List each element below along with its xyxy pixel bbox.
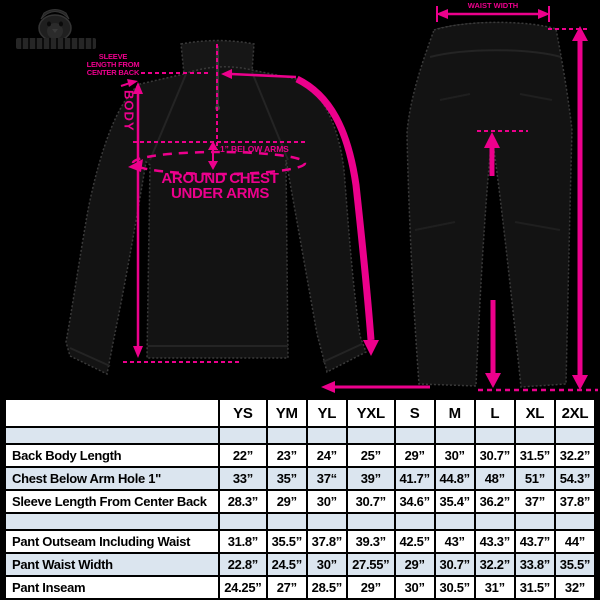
measurement-value: 39” bbox=[347, 467, 395, 490]
around-chest-line1: AROUND CHEST bbox=[161, 170, 279, 187]
spacer-cell bbox=[555, 513, 595, 530]
spacer-cell bbox=[5, 513, 219, 530]
measurement-value: 31.8” bbox=[219, 530, 267, 553]
measurement-value: 32” bbox=[555, 576, 595, 599]
measurement-value: 35.5” bbox=[267, 530, 307, 553]
measurement-value: 24” bbox=[307, 444, 347, 467]
spacer-cell bbox=[395, 427, 435, 444]
sleeve-note-label bbox=[84, 53, 142, 77]
size-header-yl: YL bbox=[307, 399, 347, 427]
spacer-cell bbox=[555, 427, 595, 444]
sleeve-note-line2: LENGTH FROM bbox=[86, 59, 140, 69]
measurement-value: 35” bbox=[267, 467, 307, 490]
measurement-value: 37” bbox=[515, 490, 555, 513]
measurement-value: 33.8” bbox=[515, 553, 555, 576]
measurement-value: 44.8” bbox=[435, 467, 475, 490]
around-chest-line2: UNDER ARMS bbox=[170, 185, 270, 202]
spacer-cell bbox=[219, 513, 267, 530]
size-header-l: L bbox=[475, 399, 515, 427]
measurement-row bbox=[5, 553, 595, 576]
sleeve-note-line3: CENTER BACK bbox=[86, 67, 140, 77]
measurement-value: 27.55” bbox=[347, 553, 395, 576]
size-table bbox=[4, 398, 596, 594]
size-header-yxl: YXL bbox=[347, 399, 395, 427]
measurement-value: 30” bbox=[307, 553, 347, 576]
measurement-value: 28.5” bbox=[307, 576, 347, 599]
measurement-value: 54.3” bbox=[555, 467, 595, 490]
measurement-value: 33” bbox=[219, 467, 267, 490]
measurement-value: 44” bbox=[555, 530, 595, 553]
measurement-value: 29” bbox=[395, 553, 435, 576]
measurement-row bbox=[5, 490, 595, 513]
measurement-value: 30.7” bbox=[435, 553, 475, 576]
spacer-cell bbox=[475, 513, 515, 530]
size-header-row bbox=[5, 399, 595, 427]
size-header-ym: YM bbox=[267, 399, 307, 427]
measurement-value: 29” bbox=[267, 490, 307, 513]
measurement-value: 39.3” bbox=[347, 530, 395, 553]
measurement-value: 28.3” bbox=[219, 490, 267, 513]
measurement-value: 27” bbox=[267, 576, 307, 599]
measurement-value: 37“ bbox=[307, 467, 347, 490]
measurement-value: 48” bbox=[475, 467, 515, 490]
measurement-row bbox=[5, 467, 595, 490]
measurement-value: 30” bbox=[395, 576, 435, 599]
body-length-label: BODY bbox=[121, 90, 137, 132]
measurement-value: 23” bbox=[267, 444, 307, 467]
spacer-cell bbox=[435, 427, 475, 444]
brand-wordmark bbox=[16, 38, 96, 49]
measurement-value: 30” bbox=[307, 490, 347, 513]
measurement-label: Back Body Length bbox=[5, 444, 219, 467]
measurement-value: 31.5” bbox=[515, 444, 555, 467]
pants-silhouette bbox=[407, 22, 572, 387]
measurement-value: 31” bbox=[475, 576, 515, 599]
table-corner-cell bbox=[5, 399, 219, 427]
size-header-xl: XL bbox=[515, 399, 555, 427]
measurement-value: 41.7” bbox=[395, 467, 435, 490]
measurement-label: Sleeve Length From Center Back bbox=[5, 490, 219, 513]
waist-width-label: WAIST WIDTH bbox=[467, 1, 519, 10]
measurement-value: 37.8” bbox=[307, 530, 347, 553]
jacket-silhouette bbox=[66, 41, 366, 375]
spacer-cell bbox=[219, 427, 267, 444]
measurement-row bbox=[5, 444, 595, 467]
measurement-value: 34.6” bbox=[395, 490, 435, 513]
measurement-row bbox=[5, 530, 595, 553]
spacer-cell bbox=[307, 513, 347, 530]
cuff-level-arrow bbox=[321, 381, 430, 393]
measurement-value: 51” bbox=[515, 467, 555, 490]
spacer-cell bbox=[5, 427, 219, 444]
spacer-cell bbox=[475, 427, 515, 444]
measurement-value: 36.2” bbox=[475, 490, 515, 513]
size-header-s: S bbox=[395, 399, 435, 427]
measurement-value: 35.4” bbox=[435, 490, 475, 513]
sleeve-note-line1: SLEEVE bbox=[98, 52, 128, 61]
mascot-logo-icon bbox=[39, 10, 71, 42]
measurement-label: Pant Inseam bbox=[5, 576, 219, 599]
outseam-arrow bbox=[572, 26, 588, 390]
around-chest-label bbox=[130, 171, 310, 201]
spacer-cell bbox=[435, 513, 475, 530]
spacer-cell bbox=[347, 427, 395, 444]
spacer-cell bbox=[515, 427, 555, 444]
measurement-value: 43.3” bbox=[475, 530, 515, 553]
spacer-row bbox=[5, 427, 595, 444]
size-header-m: M bbox=[435, 399, 475, 427]
measurement-label: Chest Below Arm Hole 1" bbox=[5, 467, 219, 490]
spacer-cell bbox=[515, 513, 555, 530]
measurement-value: 30.7” bbox=[475, 444, 515, 467]
below-arms-label: 1” BELOW ARMS bbox=[220, 144, 289, 154]
measurement-value: 42.5” bbox=[395, 530, 435, 553]
measurement-value: 32.2” bbox=[475, 553, 515, 576]
measurement-value: 43.7” bbox=[515, 530, 555, 553]
measurement-value: 24.5” bbox=[267, 553, 307, 576]
spacer-cell bbox=[347, 513, 395, 530]
measurement-value: 30.5” bbox=[435, 576, 475, 599]
measurement-value: 22.8” bbox=[219, 553, 267, 576]
measurement-value: 32.2” bbox=[555, 444, 595, 467]
measurement-value: 30” bbox=[435, 444, 475, 467]
measurement-value: 29” bbox=[395, 444, 435, 467]
measurement-value: 31.5” bbox=[515, 576, 555, 599]
size-table-rows bbox=[5, 427, 595, 599]
measurement-value: 29” bbox=[347, 576, 395, 599]
measurement-value: 37.8” bbox=[555, 490, 595, 513]
measurement-value: 24.25” bbox=[219, 576, 267, 599]
measurement-value: 35.5” bbox=[555, 553, 595, 576]
spacer-cell bbox=[267, 513, 307, 530]
size-header-2xl: 2XL bbox=[555, 399, 595, 427]
measurement-row bbox=[5, 576, 595, 599]
measurement-label: Pant Outseam Including Waist bbox=[5, 530, 219, 553]
measurement-value: 30.7” bbox=[347, 490, 395, 513]
measurement-value: 22” bbox=[219, 444, 267, 467]
spacer-cell bbox=[307, 427, 347, 444]
measurement-value: 43” bbox=[435, 530, 475, 553]
spacer-cell bbox=[395, 513, 435, 530]
measurement-label: Pant Waist Width bbox=[5, 553, 219, 576]
size-header-ys: YS bbox=[219, 399, 267, 427]
measurement-value: 25” bbox=[347, 444, 395, 467]
spacer-cell bbox=[267, 427, 307, 444]
spacer-row bbox=[5, 513, 595, 530]
